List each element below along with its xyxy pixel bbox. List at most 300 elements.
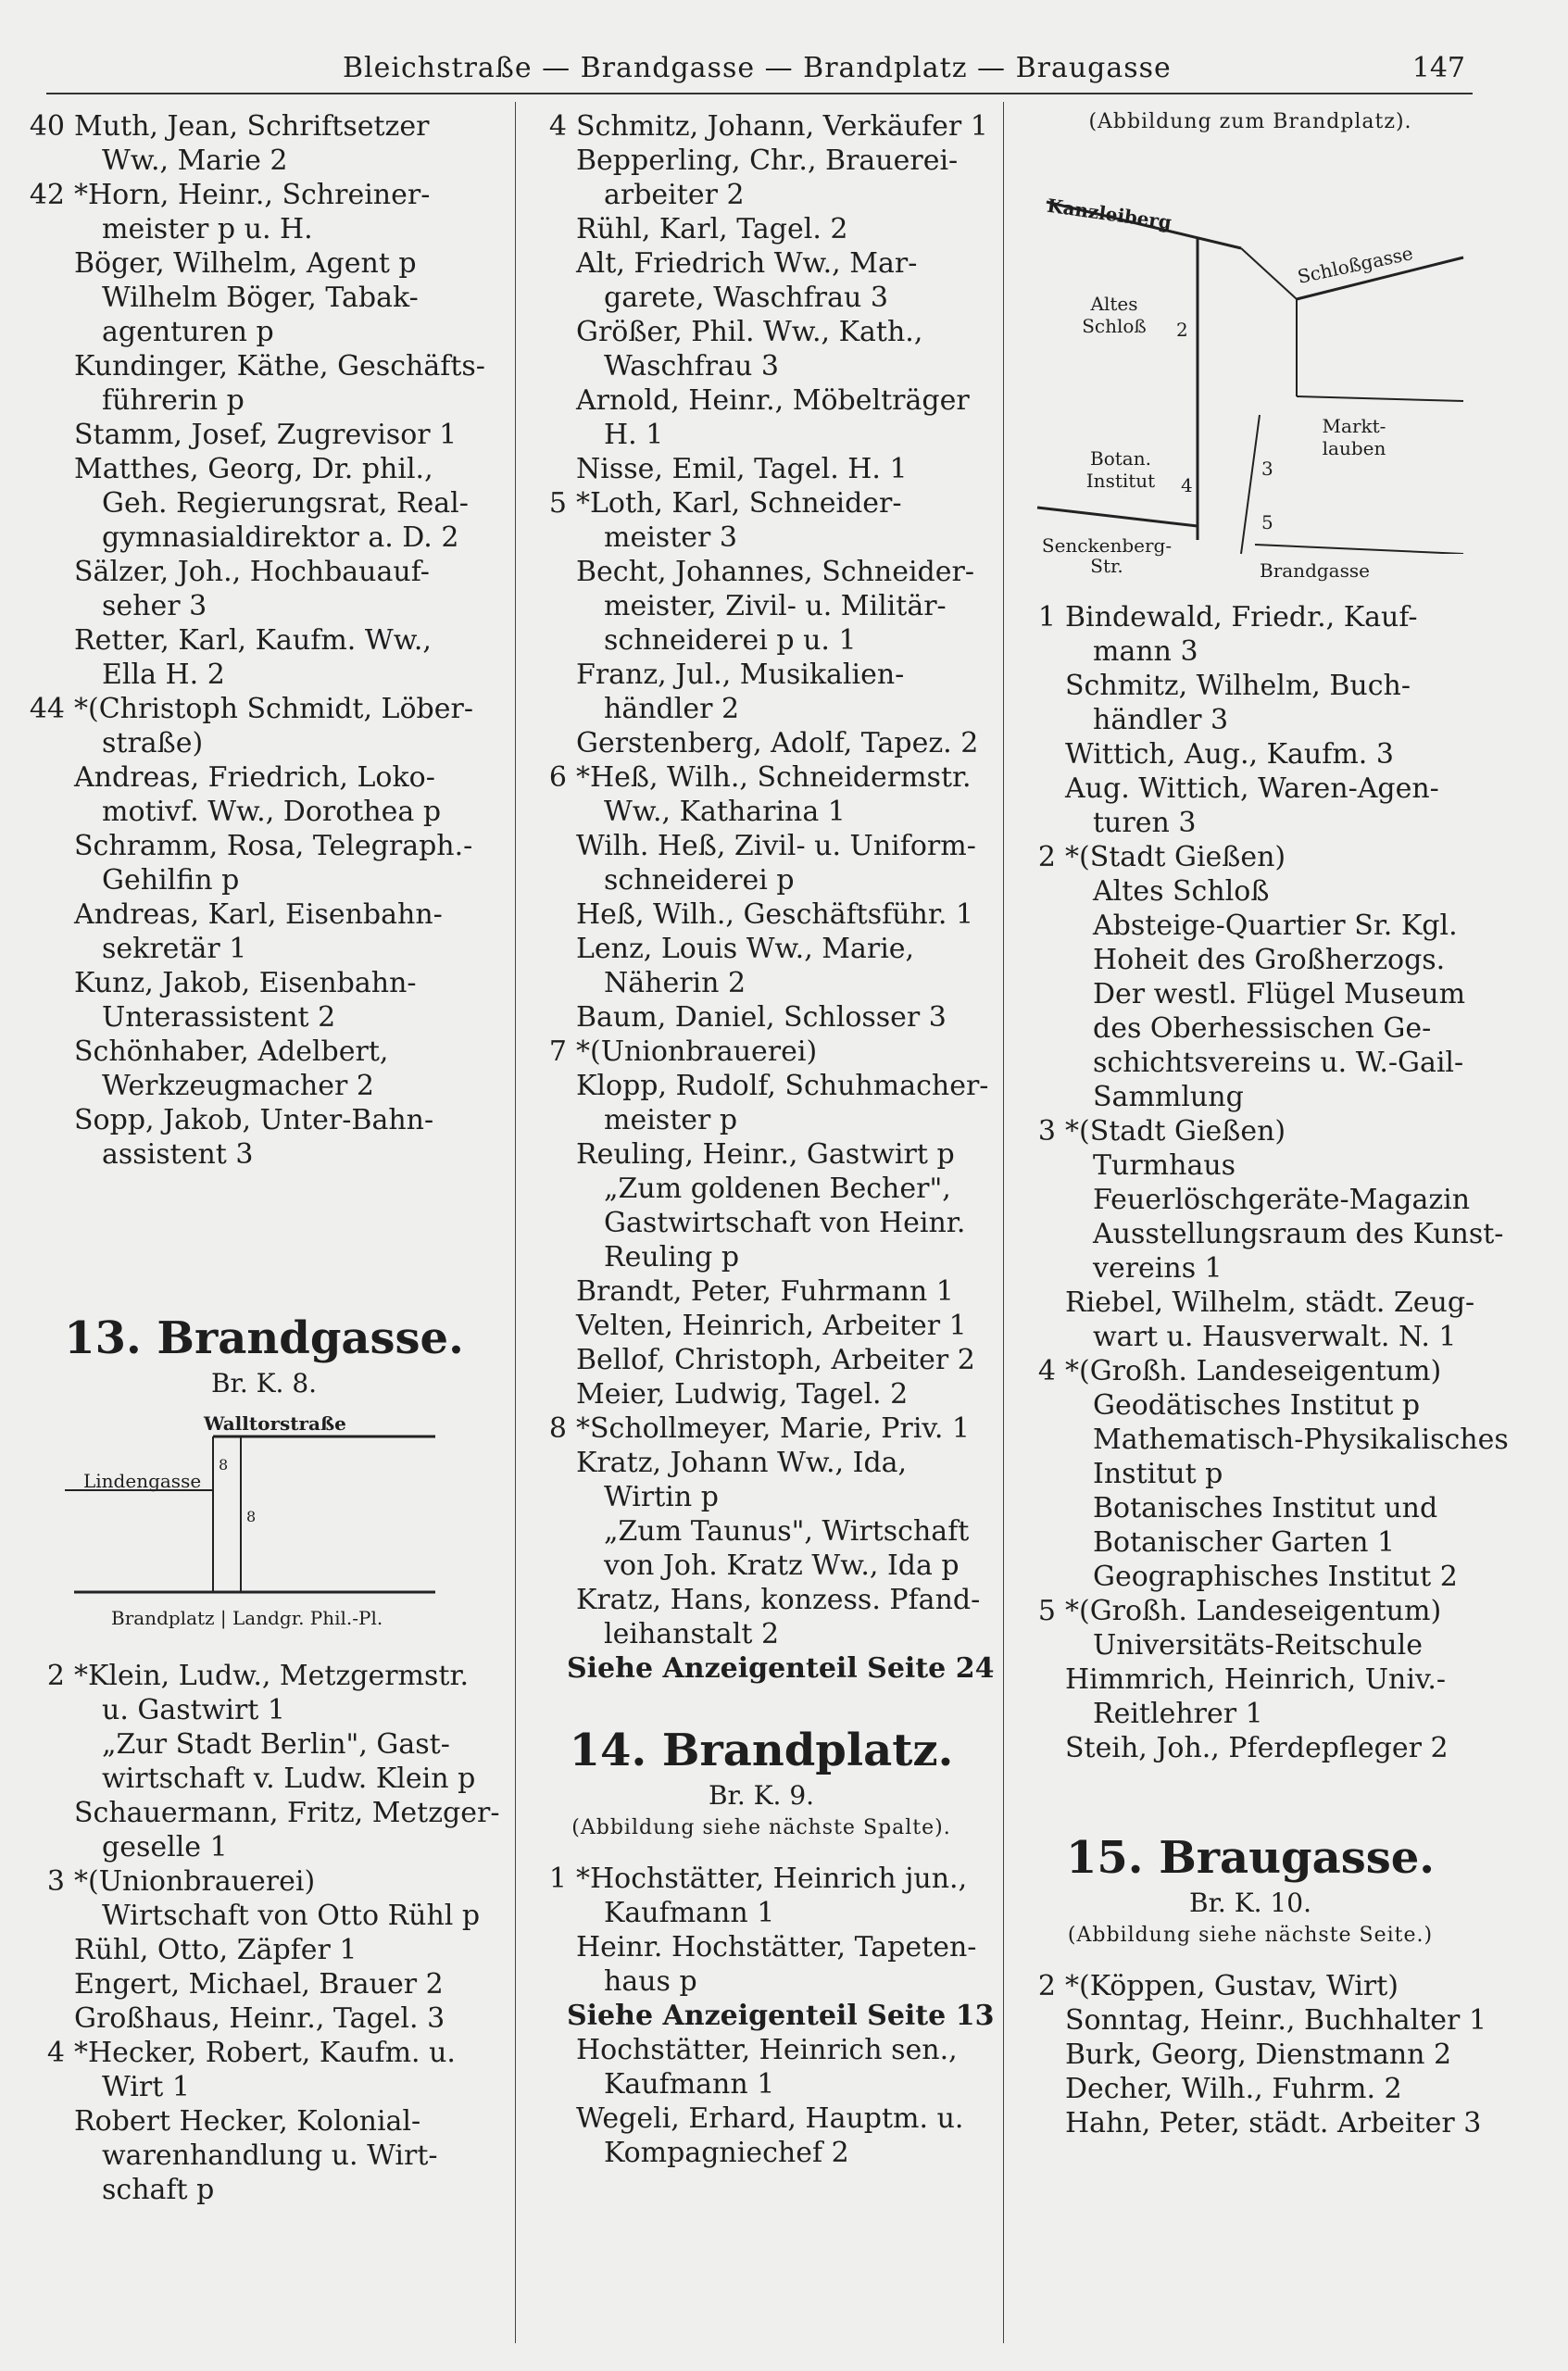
- entry-line: Sälzer, Joh., Hochbauauf-: [74, 556, 430, 588]
- entry-line: u. Gastwirt 1: [102, 1694, 285, 1726]
- section-title: 14. Brandplatz.: [569, 1725, 954, 1776]
- entry-line: *Hochstätter, Heinrich jun.,: [576, 1863, 968, 1895]
- entry-line: „Zum goldenen Becher",: [604, 1173, 951, 1205]
- directory-entry: [530, 1862, 993, 1930]
- house-number: [1019, 669, 1065, 737]
- directory-entry: [530, 246, 993, 315]
- entry-line: Botanisches Institut und: [1093, 1492, 1438, 1524]
- entry-line: warenhandlung u. Wirt-: [102, 2139, 438, 2172]
- entry-line: meister 3: [604, 521, 737, 554]
- entry-line: Botanischer Garten 1: [1093, 1526, 1396, 1559]
- entry-line: Kundinger, Käthe, Geschäfts-: [74, 350, 485, 383]
- directory-entry: [28, 1103, 500, 1172]
- entry-line: *Heß, Wilh., Schneidermstr.: [576, 761, 972, 794]
- entry-line: Brandt, Peter, Fuhrmann 1: [576, 1275, 954, 1308]
- directory-entry: [1019, 737, 1482, 772]
- entry-line: agenturen p: [102, 316, 274, 348]
- entry-line: Mathematisch-Physikalisches: [1093, 1424, 1509, 1456]
- directory-entry: [530, 1035, 993, 1069]
- entry-line: „Zum Taunus", Wirtschaft: [604, 1515, 970, 1548]
- entry-line: Rühl, Karl, Tagel. 2: [576, 213, 848, 245]
- house-number: [530, 932, 576, 1000]
- entry-line: geselle 1: [102, 1831, 228, 1863]
- entry-line: *Hecker, Robert, Kaufm. u.: [74, 2037, 456, 2069]
- entry-line: meister, Zivil- u. Militär-: [604, 590, 947, 622]
- house-number: [530, 2033, 576, 2101]
- directory-entry: [530, 1137, 993, 1274]
- entry-line: *(Großh. Landeseigentum): [1065, 1355, 1442, 1387]
- house-number: [530, 1446, 576, 1583]
- house-number: [1019, 2003, 1065, 2038]
- entry-line: Turmhaus: [1093, 1149, 1236, 1182]
- directory-entry: [1019, 1662, 1482, 1731]
- entry-line: Böger, Wilhelm, Agent p: [74, 247, 417, 280]
- house-number: [1019, 737, 1065, 772]
- entry-line: händler 2: [604, 693, 740, 725]
- map-label-marktlauben: Markt-lauben: [1322, 415, 1386, 459]
- entry-line: Steih, Joh., Pferdepfleger 2: [1065, 1732, 1449, 1764]
- map-caption: (Abbildung zum Brandplatz).: [1088, 110, 1412, 133]
- entry-line: H. 1: [604, 419, 664, 451]
- directory-entry: [530, 2033, 993, 2101]
- directory-entry: [530, 109, 993, 144]
- directory-entry: [28, 2001, 500, 2036]
- directory-entry: [28, 1933, 500, 1967]
- entry-line: Schramm, Rosa, Telegraph.-: [74, 830, 473, 862]
- house-number: [28, 555, 74, 623]
- column-2: [530, 109, 993, 2170]
- column-divider: [515, 102, 516, 2343]
- street-map-brandplatz: [1019, 137, 1482, 582]
- directory-entry: [28, 1967, 500, 2001]
- entry-line: Ella H. 2: [102, 659, 225, 691]
- map-number: 4: [1181, 474, 1193, 496]
- entry-line: Sopp, Jakob, Unter-Bahn-: [74, 1104, 434, 1136]
- column-3: [1019, 109, 1509, 2140]
- map-label-senckenberg: Senckenberg-Str.: [1041, 534, 1173, 577]
- entry-line: Kratz, Hans, konzess. Pfand-: [576, 1584, 981, 1616]
- entry-line: Institut p: [1093, 1458, 1223, 1490]
- house-number: [1019, 1731, 1065, 1765]
- entry-line: Heinr. Hochstätter, Tapeten-: [576, 1931, 977, 1963]
- entry-line: Reuling p: [604, 1241, 740, 1273]
- entry-line: Größer, Phil. Ww., Kath.,: [576, 316, 923, 348]
- house-number: [530, 2101, 576, 2170]
- running-head: Bleichstraße — Brandgasse — Brandplatz — Braugasse: [343, 52, 1172, 84]
- section-subtitle: Br. K. 9.: [708, 1780, 815, 1811]
- entry-line: händler 3: [1093, 704, 1229, 736]
- entry-line: vereins 1: [1093, 1252, 1223, 1285]
- directory-entry: [1019, 2003, 1487, 2038]
- house-number: [28, 2104, 74, 2207]
- entry-line: Wittich, Aug., Kaufm. 3: [1065, 738, 1394, 771]
- column-divider: [1003, 102, 1004, 2343]
- map-label-botan-institut: Botan. Institut: [1085, 447, 1156, 492]
- directory-entry: [1019, 1114, 1504, 1286]
- directory-entry: [1019, 2072, 1482, 2106]
- page-number: 147: [1411, 52, 1465, 84]
- entry-line: Bindewald, Friedr., Kauf-: [1065, 601, 1418, 634]
- map-label-bottom: Brandplatz | Landgr. Phil.-Pl.: [111, 1607, 383, 1629]
- entry-line: Wirtschaft von Otto Rühl p: [102, 1900, 481, 1932]
- entry-line: Kaufmann 1: [604, 1897, 775, 1929]
- house-number: [530, 726, 576, 760]
- house-number: 1: [1037, 601, 1056, 634]
- entry-line: Absteige-Quartier Sr. Kgl.: [1093, 910, 1458, 942]
- map-label-altes-schloss: Altes Schloß: [1082, 293, 1147, 337]
- entry-line: arbeiter 2: [604, 179, 745, 211]
- house-number: 2: [1037, 841, 1056, 873]
- column-1: [28, 109, 500, 2207]
- entry-line: schneiderei p: [604, 864, 795, 897]
- directory-entry: [530, 1274, 993, 1309]
- entry-line: Engert, Michael, Brauer 2: [74, 1968, 444, 2001]
- house-number: [1019, 1286, 1065, 1354]
- directory-entry: [530, 144, 993, 212]
- entry-line: meister p u. H.: [102, 213, 313, 245]
- entry-line: *(Unionbrauerei): [576, 1035, 818, 1068]
- directory-entry: [28, 246, 500, 349]
- directory-entry: [530, 486, 993, 555]
- entry-line: Schauermann, Fritz, Metzger-: [74, 1797, 500, 1829]
- directory-entry: [28, 966, 500, 1035]
- entry-line: Franz, Jul., Musikalien-: [576, 659, 905, 691]
- entry-list: [530, 109, 993, 1651]
- directory-entry: [28, 760, 500, 829]
- entry-line: *(Christoph Schmidt, Löber-: [74, 693, 473, 725]
- entry-line: garete, Waschfrau 3: [604, 282, 888, 314]
- entry-line: Wilh. Heß, Zivil- u. Uniform-: [576, 830, 976, 862]
- entry-line: Kaufmann 1: [604, 2068, 775, 2101]
- directory-entry: [28, 897, 500, 966]
- directory-entry: [28, 1659, 500, 1796]
- entry-line: Heß, Wilh., Geschäftsführ. 1: [576, 898, 974, 931]
- directory-entry: [28, 623, 500, 692]
- directory-entry: [28, 1864, 500, 1933]
- entry-list: [1019, 1969, 1487, 2140]
- directory-entry: [530, 1000, 993, 1035]
- house-number: 6: [548, 761, 567, 794]
- directory-entry: [28, 109, 500, 178]
- entry-line: *(Unionbrauerei): [74, 1865, 316, 1898]
- directory-entry: [1019, 1286, 1482, 1354]
- directory-entry: [530, 2101, 993, 2170]
- directory-entry: [1019, 1354, 1509, 1594]
- entry-line: sekretär 1: [102, 933, 247, 965]
- entry-line: Himmrich, Heinrich, Univ.-: [1065, 1663, 1447, 1696]
- entry-line: von Joh. Kratz Ww., Ida p: [604, 1549, 960, 1582]
- entry-line: Geh. Regierungsrat, Real-: [102, 487, 469, 520]
- entry-list: [28, 109, 500, 1172]
- directory-entry: [28, 555, 500, 623]
- entry-list: [28, 1659, 500, 2207]
- entry-line: assistent 3: [102, 1138, 254, 1171]
- entry-line: Retter, Karl, Kaufm. Ww.,: [74, 624, 432, 657]
- entry-line: schneiderei p u. 1: [604, 624, 857, 657]
- house-number: [28, 418, 74, 452]
- ad-note: Siehe Anzeigenteil Seite 24: [567, 1652, 995, 1685]
- directory-entry: [530, 383, 993, 452]
- entry-line: mann 3: [1093, 635, 1198, 668]
- ad-note: Siehe Anzeigenteil Seite 13: [567, 2000, 995, 2032]
- entry-list: [530, 2033, 993, 2170]
- entry-line: Sonntag, Heinr., Buchhalter 1: [1065, 2004, 1487, 2037]
- entry-line: seher 3: [102, 590, 207, 622]
- house-number: [28, 897, 74, 966]
- entry-line: haus p: [604, 1965, 697, 1998]
- entry-line: Bepperling, Chr., Brauerei-: [576, 144, 959, 177]
- house-number: 40: [29, 110, 65, 143]
- entry-line: Decher, Wilh., Fuhrm. 2: [1065, 2073, 1402, 2105]
- entry-line: *Klein, Ludw., Metzgermstr.: [74, 1660, 470, 1692]
- directory-entry: [530, 452, 993, 486]
- entry-line: motivf. Ww., Dorothea p: [102, 796, 442, 828]
- section-note: (Abbildung siehe nächste Spalte).: [571, 1816, 951, 1839]
- entry-line: Waschfrau 3: [604, 350, 779, 383]
- house-number: [28, 452, 74, 555]
- directory-entry: [28, 178, 500, 246]
- house-number: 4: [1037, 1355, 1056, 1387]
- entry-line: Kratz, Johann Ww., Ida,: [576, 1447, 908, 1479]
- entry-line: Großhaus, Heinr., Tagel. 3: [74, 2002, 445, 2035]
- house-number: 2: [1037, 1970, 1056, 2002]
- entry-line: Matthes, Georg, Dr. phil.,: [74, 453, 433, 485]
- entry-line: Der westl. Flügel Museum: [1093, 978, 1466, 1010]
- directory-entry: [530, 555, 993, 658]
- house-number: [28, 966, 74, 1035]
- entry-line: Gerstenberg, Adolf, Tapez. 2: [576, 727, 979, 759]
- house-number: [530, 246, 576, 315]
- map-label-walltorstrasse: Walltorstraße: [204, 1412, 346, 1435]
- entry-line: *Loth, Karl, Schneider-: [576, 487, 902, 520]
- house-number: 4: [46, 2037, 65, 2069]
- entry-line: *Horn, Heinr., Schreiner-: [74, 179, 431, 211]
- house-number: 3: [1037, 1115, 1056, 1148]
- entry-line: Schmitz, Wilhelm, Buch-: [1065, 670, 1411, 702]
- directory-entry: [28, 692, 500, 760]
- house-number: 5: [548, 487, 567, 520]
- entry-line: Velten, Heinrich, Arbeiter 1: [576, 1310, 967, 1342]
- map-number: 8: [219, 1456, 229, 1474]
- entry-line: turen 3: [1093, 807, 1197, 839]
- map-label-schlossgasse: Schloßgasse: [1295, 242, 1415, 288]
- entry-line: Hochstätter, Heinrich sen.,: [576, 2034, 958, 2066]
- entry-line: Nisse, Emil, Tagel. H. 1: [576, 453, 908, 485]
- house-number: [530, 829, 576, 897]
- directory-entry: [1019, 772, 1482, 840]
- house-number: [28, 1103, 74, 1172]
- map-label-kanzleiberg: Kanzleiberg: [1046, 194, 1173, 234]
- house-number: [530, 555, 576, 658]
- directory-entry: [530, 658, 993, 726]
- house-number: [28, 1035, 74, 1103]
- house-number: [1019, 2106, 1065, 2140]
- directory-entry: [1019, 1731, 1482, 1765]
- entry-line: *(Großh. Landeseigentum): [1065, 1595, 1442, 1627]
- house-number: [530, 1000, 576, 1035]
- house-number: [530, 315, 576, 383]
- map-number: 2: [1176, 319, 1188, 341]
- entry-line: Becht, Johannes, Schneider-: [576, 556, 974, 588]
- house-number: [530, 1343, 576, 1377]
- entry-line: Rühl, Otto, Zäpfer 1: [74, 1934, 358, 1966]
- entry-line: Baum, Daniel, Schlosser 3: [576, 1001, 947, 1034]
- entry-line: Sammlung: [1093, 1081, 1244, 1113]
- entry-line: Riebel, Wilhelm, städt. Zeug-: [1065, 1286, 1475, 1319]
- directory-entry: [530, 1411, 993, 1446]
- directory-entry: [530, 1583, 993, 1651]
- house-number: [530, 1274, 576, 1309]
- entry-list: [1019, 600, 1509, 1765]
- entry-line: Ausstellungsraum des Kunst-: [1093, 1218, 1504, 1250]
- directory-entry: [530, 760, 993, 829]
- directory-entry: [28, 2036, 500, 2104]
- entry-line: Ww., Marie 2: [102, 144, 288, 177]
- entry-line: Wirtin p: [604, 1481, 719, 1513]
- entry-line: „Zur Stadt Berlin", Gast-: [102, 1728, 450, 1761]
- house-number: 8: [548, 1412, 567, 1445]
- section-subtitle: Br. K. 8.: [210, 1368, 318, 1399]
- directory-entry: [1019, 1594, 1482, 1662]
- directory-entry: [28, 349, 500, 418]
- house-number: 44: [29, 693, 65, 725]
- house-number: [28, 829, 74, 897]
- entry-line: Alt, Friedrich Ww., Mar-: [576, 247, 918, 280]
- house-number: [530, 383, 576, 452]
- directory-entry: [1019, 840, 1482, 1114]
- directory-entry: [1019, 669, 1482, 737]
- entry-line: *(Stadt Gießen): [1065, 841, 1286, 873]
- entry-line: Meier, Ludwig, Tagel. 2: [576, 1378, 909, 1411]
- entry-line: Werkzeugmacher 2: [102, 1070, 374, 1102]
- entry-list: [530, 1862, 993, 1999]
- house-number: [530, 1930, 576, 1999]
- entry-line: Unterassistent 2: [102, 1001, 336, 1034]
- entry-line: Wegeli, Erhard, Hauptm. u.: [576, 2102, 964, 2135]
- house-number: 4: [548, 110, 567, 143]
- entry-line: Hahn, Peter, städt. Arbeiter 3: [1065, 2107, 1482, 2139]
- entry-line: Arnold, Heinr., Möbelträger: [576, 384, 970, 417]
- entry-line: Geographisches Institut 2: [1093, 1561, 1458, 1593]
- entry-line: wirtschaft v. Ludw. Klein p: [102, 1763, 476, 1795]
- directory-entry: [28, 829, 500, 897]
- house-number: [1019, 2038, 1065, 2072]
- house-number: 2: [46, 1660, 65, 1692]
- entry-line: Andreas, Friedrich, Loko-: [74, 761, 435, 794]
- section-title: 13. Brandgasse.: [64, 1312, 464, 1364]
- directory-entry: [28, 418, 500, 452]
- map-number: 8: [246, 1508, 257, 1525]
- entry-line: Hoheit des Großherzogs.: [1093, 944, 1446, 976]
- house-number: [530, 658, 576, 726]
- house-number: [530, 1309, 576, 1343]
- directory-entry: [1019, 1969, 1482, 2003]
- directory-entry: [530, 1446, 993, 1583]
- directory-entry: [28, 2104, 500, 2207]
- entry-line: schichtsvereins u. W.-Gail-: [1093, 1047, 1464, 1079]
- entry-line: Ww., Katharina 1: [604, 796, 846, 828]
- directory-entry: [530, 1343, 993, 1377]
- street-map-brandgasse: [28, 1407, 500, 1638]
- house-number: [530, 452, 576, 486]
- house-number: [28, 623, 74, 692]
- house-number: 1: [548, 1863, 567, 1895]
- entry-line: straße): [102, 727, 204, 759]
- house-number: [28, 349, 74, 418]
- entry-line: führerin p: [102, 384, 245, 417]
- map-number: 5: [1261, 511, 1273, 533]
- entry-line: des Oberhessischen Ge-: [1093, 1012, 1432, 1045]
- house-number: [28, 246, 74, 349]
- house-number: [530, 1137, 576, 1274]
- section-subtitle: Br. K. 10.: [1189, 1888, 1311, 1918]
- entry-line: Burk, Georg, Dienstmann 2: [1065, 2039, 1452, 2071]
- directory-entry: [1019, 2106, 1482, 2140]
- directory-entry: [530, 897, 993, 932]
- directory-entry: [530, 212, 993, 246]
- entry-line: Wirt 1: [102, 2071, 190, 2103]
- entry-line: Näherin 2: [604, 967, 746, 999]
- entry-line: schaft p: [102, 2174, 215, 2206]
- entry-line: leihanstalt 2: [604, 1618, 780, 1650]
- house-number: 7: [548, 1035, 567, 1068]
- directory-entry: [530, 1309, 993, 1343]
- map-number: 3: [1261, 458, 1273, 480]
- house-number: 5: [1037, 1595, 1056, 1627]
- directory-entry: [530, 1377, 993, 1411]
- entry-line: Gastwirtschaft von Heinr.: [604, 1207, 966, 1239]
- entry-line: Wilhelm Böger, Tabak-: [102, 282, 419, 314]
- house-number: [1019, 1662, 1065, 1731]
- house-number: [530, 1069, 576, 1137]
- entry-line: Schmitz, Johann, Verkäufer 1: [576, 110, 988, 143]
- directory-entry: [530, 726, 993, 760]
- directory-entry: [530, 1069, 993, 1137]
- house-number: [530, 144, 576, 212]
- directory-entry: [530, 829, 993, 897]
- entry-line: Universitäts-Reitschule: [1093, 1629, 1423, 1662]
- house-number: [28, 1967, 74, 2001]
- entry-line: Schönhaber, Adelbert,: [74, 1035, 389, 1068]
- section-note: (Abbildung siehe nächste Seite.): [1067, 1924, 1434, 1947]
- entry-line: Kompagniechef 2: [604, 2137, 849, 2169]
- entry-line: Lenz, Louis Ww., Marie,: [576, 933, 915, 965]
- entry-line: Feuerlöschgeräte-Magazin: [1093, 1184, 1471, 1216]
- house-number: [28, 1933, 74, 1967]
- entry-line: Aug. Wittich, Waren-Agen-: [1065, 772, 1439, 805]
- map-label-brandgasse: Brandgasse: [1260, 559, 1370, 582]
- entry-line: meister p: [604, 1104, 738, 1136]
- directory-entry: [28, 452, 500, 555]
- entry-line: *(Köppen, Gustav, Wirt): [1065, 1970, 1399, 2002]
- house-number: [530, 212, 576, 246]
- page-header: [46, 46, 1473, 94]
- directory-entry: [530, 932, 993, 1000]
- directory-entry: [1019, 2038, 1482, 2072]
- directory-entry: [28, 1035, 500, 1103]
- house-number: [530, 897, 576, 932]
- house-number: [530, 1377, 576, 1411]
- entry-line: *(Stadt Gießen): [1065, 1115, 1286, 1148]
- entry-line: Robert Hecker, Kolonial-: [74, 2105, 421, 2138]
- directory-entry: [1019, 600, 1482, 669]
- house-number: 3: [46, 1865, 65, 1898]
- house-number: [1019, 772, 1065, 840]
- entry-line: Kunz, Jakob, Eisenbahn-: [74, 967, 417, 999]
- entry-line: Stamm, Josef, Zugrevisor 1: [74, 419, 458, 451]
- map-label-lindengasse: Lindengasse: [83, 1470, 202, 1492]
- entry-line: Reuling, Heinr., Gastwirt p: [576, 1138, 955, 1171]
